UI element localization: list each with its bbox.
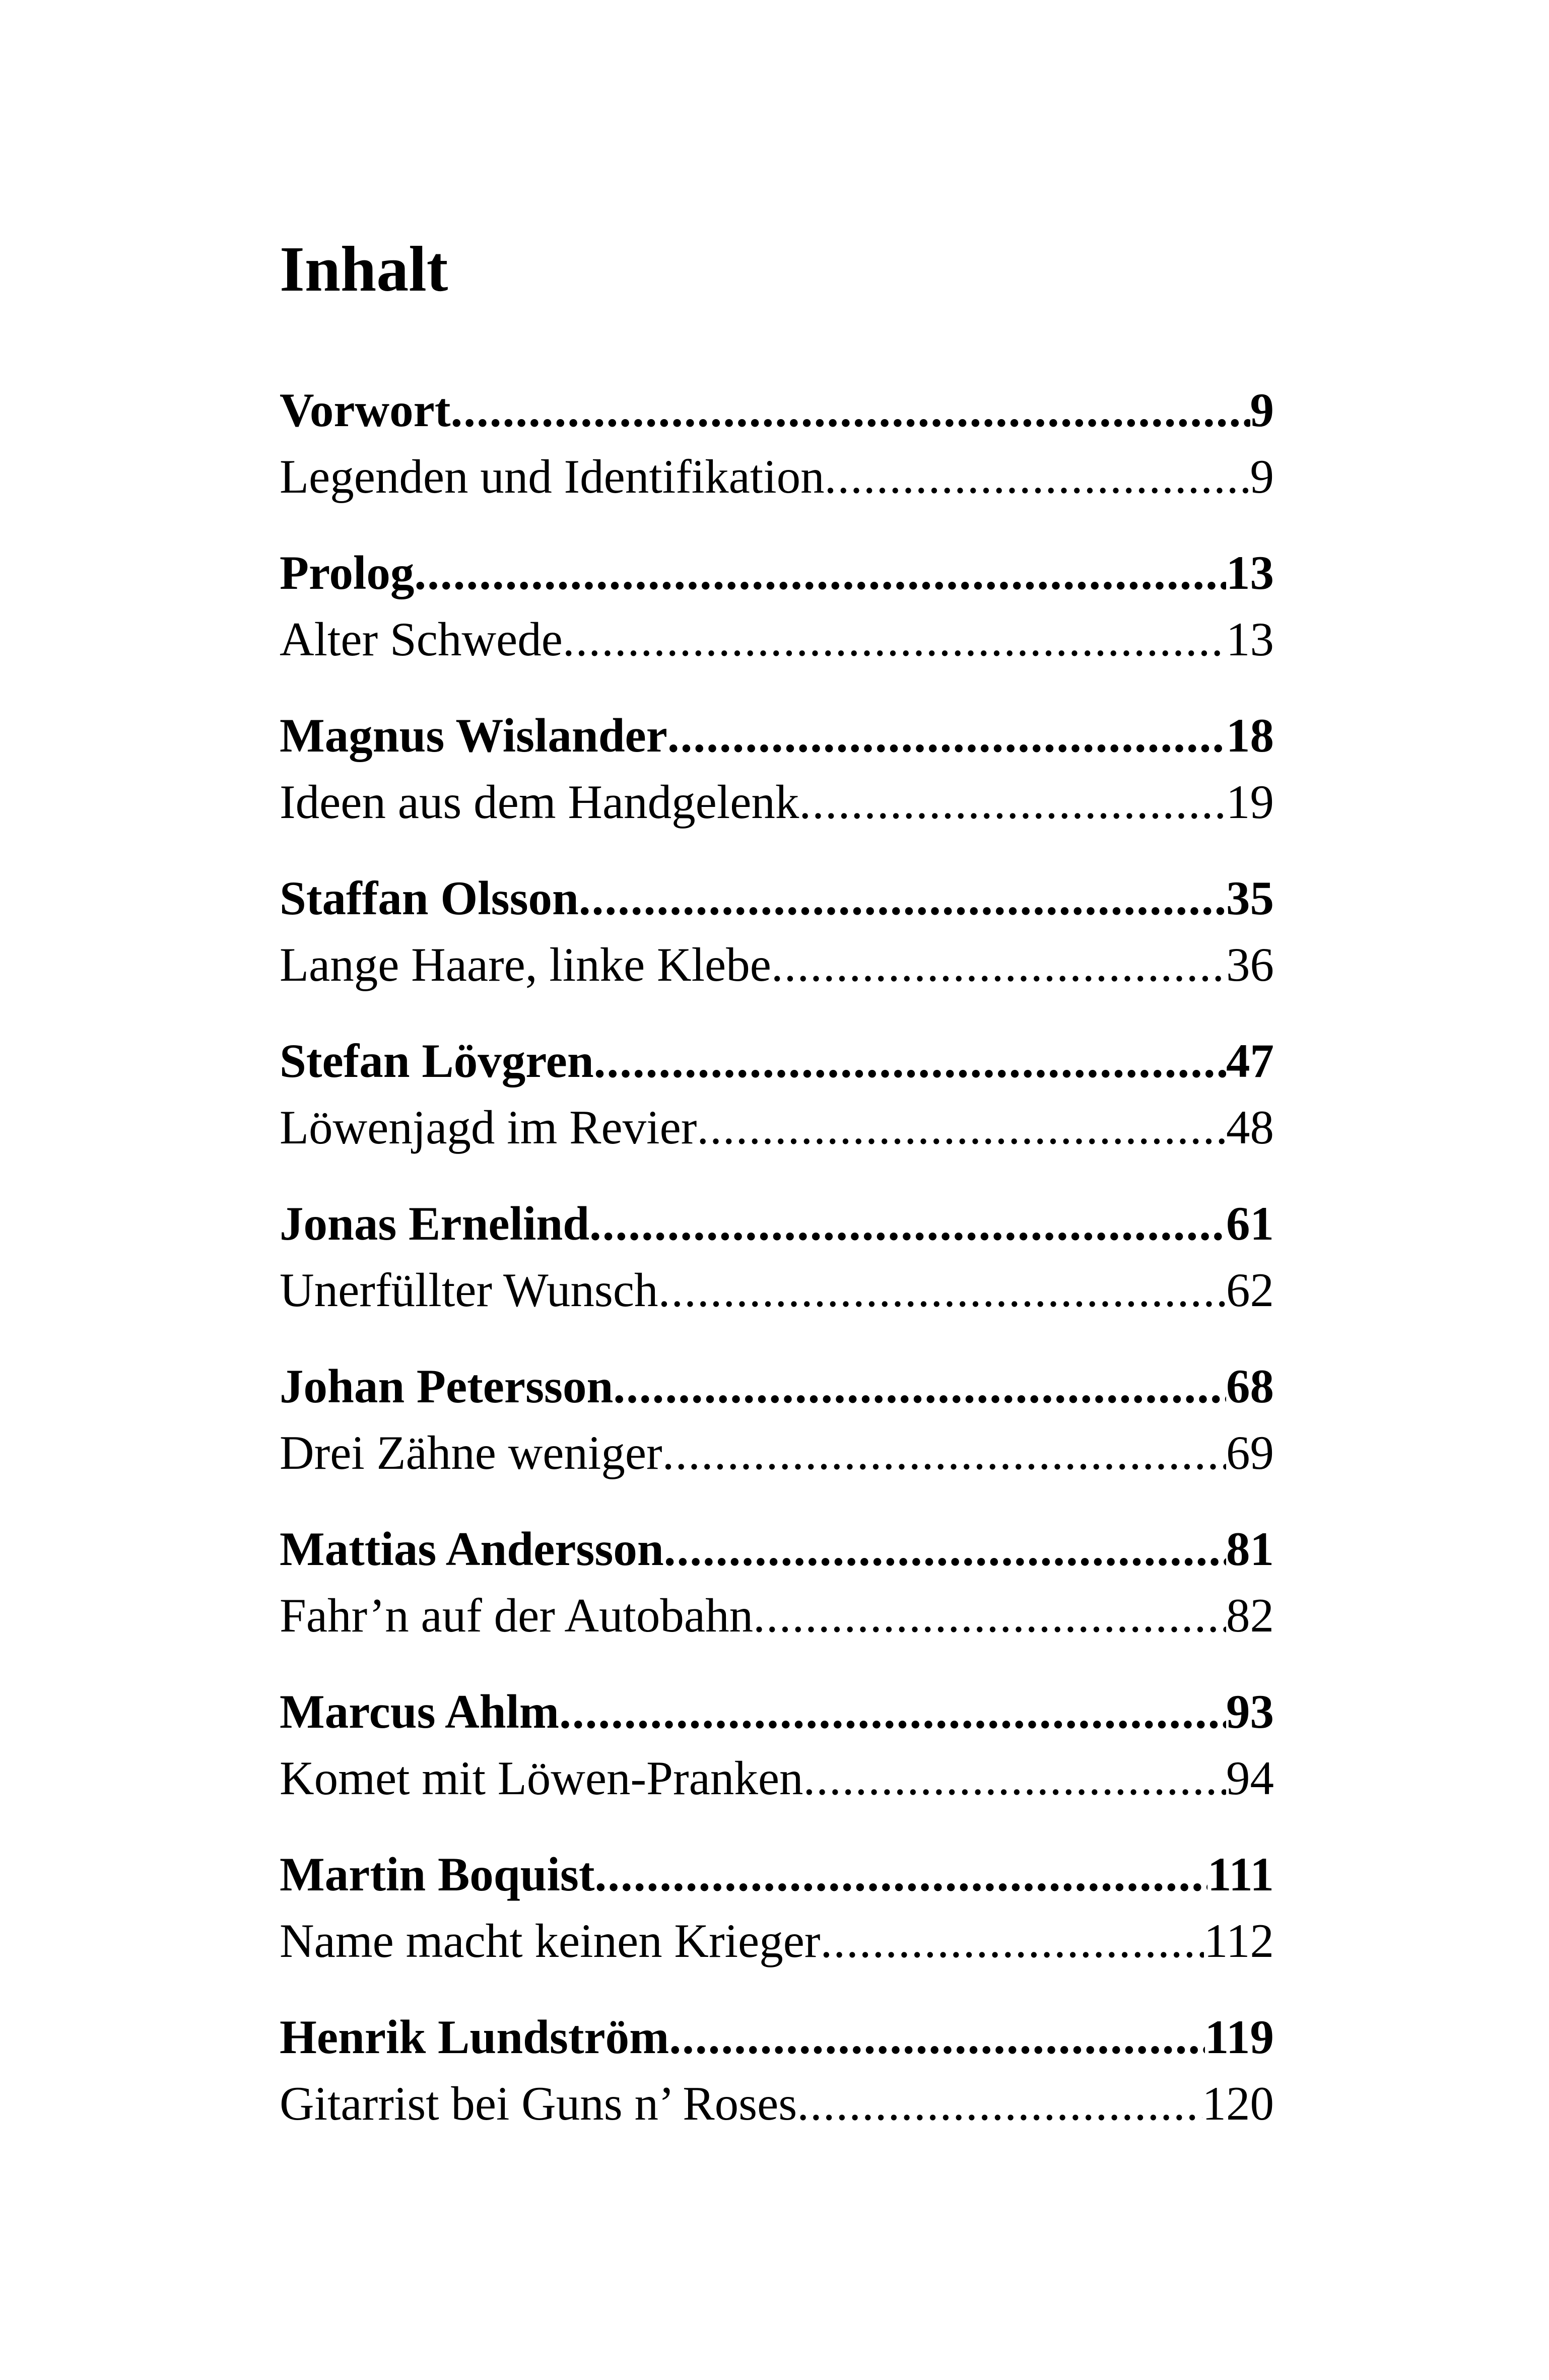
toc-page-number: 112 (1204, 1914, 1274, 1967)
dot-leader (697, 1094, 1226, 1161)
toc-page-number: 19 (1226, 775, 1274, 829)
toc-page-number: 18 (1226, 709, 1274, 762)
toc-section-title: Alter Schwede (280, 613, 563, 666)
toc-entry (280, 377, 1274, 510)
toc-section-line (280, 1257, 1274, 1323)
toc-chapter-line (280, 702, 1274, 769)
toc-section-line (280, 1094, 1274, 1161)
dot-leader (771, 931, 1226, 998)
toc-section-title: Legenden und Identifikation (280, 450, 825, 503)
toc-section-line (280, 443, 1274, 510)
toc-page-number: 35 (1226, 871, 1274, 925)
toc-chapter-title: Henrik Lundström (280, 2010, 669, 2064)
toc-chapter-title: Stefan Lövgren (280, 1034, 594, 1087)
toc-page-number: 93 (1226, 1685, 1274, 1738)
toc-page-number: 36 (1226, 938, 1274, 991)
toc-chapter-title: Prolog (280, 546, 415, 599)
toc-chapter-line (280, 1028, 1274, 1094)
dot-leader (414, 539, 1226, 606)
toc-section-line (280, 931, 1274, 998)
toc-chapter-line (280, 1353, 1274, 1419)
toc-entry (280, 2004, 1274, 2137)
toc-chapter-line (280, 1516, 1274, 1582)
dot-leader (803, 1745, 1226, 1811)
toc-page-number: 13 (1226, 613, 1274, 666)
toc-entry (280, 702, 1274, 835)
dot-leader (662, 1419, 1226, 1486)
toc-chapter-line (280, 1678, 1274, 1745)
toc-page-number: 9 (1250, 383, 1274, 437)
toc-page-number: 69 (1226, 1426, 1274, 1479)
dot-leader (821, 1908, 1204, 1974)
toc-entry (280, 539, 1274, 672)
toc-section-title: Lange Haare, linke Klebe (280, 938, 771, 991)
toc-section-title: Löwenjagd im Revier (280, 1101, 697, 1154)
page-title: Inhalt (280, 233, 448, 305)
dot-leader (797, 2070, 1202, 2137)
toc-page-number: 13 (1226, 546, 1274, 599)
toc-page-number: 9 (1250, 450, 1274, 503)
dot-leader (613, 1353, 1226, 1419)
toc-chapter-title: Jonas Ernelind (280, 1197, 590, 1250)
toc-page-number: 61 (1226, 1197, 1274, 1250)
toc-page-number: 120 (1202, 2077, 1274, 2130)
toc-page-number: 48 (1226, 1101, 1274, 1154)
toc-entry (280, 1841, 1274, 1974)
toc-chapter-line (280, 2004, 1274, 2070)
table-of-contents (280, 377, 1274, 2166)
toc-chapter-line (280, 865, 1274, 931)
toc-chapter-title: Magnus Wislander (280, 709, 667, 762)
dot-leader (664, 1516, 1226, 1582)
toc-page-number: 111 (1207, 1848, 1274, 1901)
toc-page-number: 62 (1226, 1263, 1274, 1317)
toc-chapter-line (280, 377, 1274, 443)
toc-entry (280, 1190, 1274, 1323)
toc-section-line (280, 1419, 1274, 1486)
toc-section-title: Komet mit Löwen-Pranken (280, 1751, 803, 1805)
toc-section-line (280, 606, 1274, 672)
toc-chapter-title: Staffan Olsson (280, 871, 579, 925)
dot-leader (563, 606, 1226, 672)
dot-leader (594, 1028, 1226, 1094)
toc-entry (280, 1516, 1274, 1649)
toc-section-line (280, 1582, 1274, 1649)
toc-page-number: 68 (1226, 1359, 1274, 1413)
toc-section-line (280, 769, 1274, 835)
toc-section-title: Gitarrist bei Guns n’ Roses (280, 2077, 797, 2130)
toc-chapter-title: Marcus Ahlm (280, 1685, 560, 1738)
toc-page-number: 81 (1226, 1522, 1274, 1576)
toc-section-line (280, 1745, 1274, 1811)
dot-leader (753, 1582, 1226, 1649)
dot-leader (658, 1257, 1226, 1323)
toc-entry (280, 1678, 1274, 1811)
toc-entry (280, 1028, 1274, 1161)
dot-leader (669, 2004, 1204, 2070)
toc-chapter-title: Mattias Andersson (280, 1522, 664, 1576)
toc-entry (280, 865, 1274, 998)
dot-leader (799, 769, 1226, 835)
toc-section-title: Ideen aus dem Handgelenk (280, 775, 799, 829)
toc-section-line (280, 2070, 1274, 2137)
toc-chapter-title: Vorwort (280, 383, 451, 437)
toc-page-number: 94 (1226, 1751, 1274, 1805)
toc-section-title: Fahr’n auf der Autobahn (280, 1589, 754, 1642)
toc-section-title: Unerfüllter Wunsch (280, 1263, 658, 1317)
dot-leader (825, 443, 1250, 510)
toc-page-number: 47 (1226, 1034, 1274, 1087)
toc-chapter-line (280, 1190, 1274, 1257)
dot-leader (579, 865, 1226, 931)
toc-section-title: Name macht keinen Krieger (280, 1914, 821, 1967)
toc-section-line (280, 1908, 1274, 1974)
toc-chapter-line (280, 1841, 1274, 1908)
toc-page-number: 82 (1226, 1589, 1274, 1642)
toc-page-number: 119 (1204, 2010, 1274, 2064)
dot-leader (594, 1841, 1207, 1908)
dot-leader (589, 1190, 1226, 1257)
dot-leader (450, 377, 1250, 443)
toc-section-title: Drei Zähne weniger (280, 1426, 662, 1479)
toc-chapter-title: Johan Petersson (280, 1359, 614, 1413)
dot-leader (559, 1678, 1226, 1745)
toc-chapter-line (280, 539, 1274, 606)
toc-entry (280, 1353, 1274, 1486)
dot-leader (667, 702, 1226, 769)
toc-chapter-title: Martin Boquist (280, 1848, 595, 1901)
